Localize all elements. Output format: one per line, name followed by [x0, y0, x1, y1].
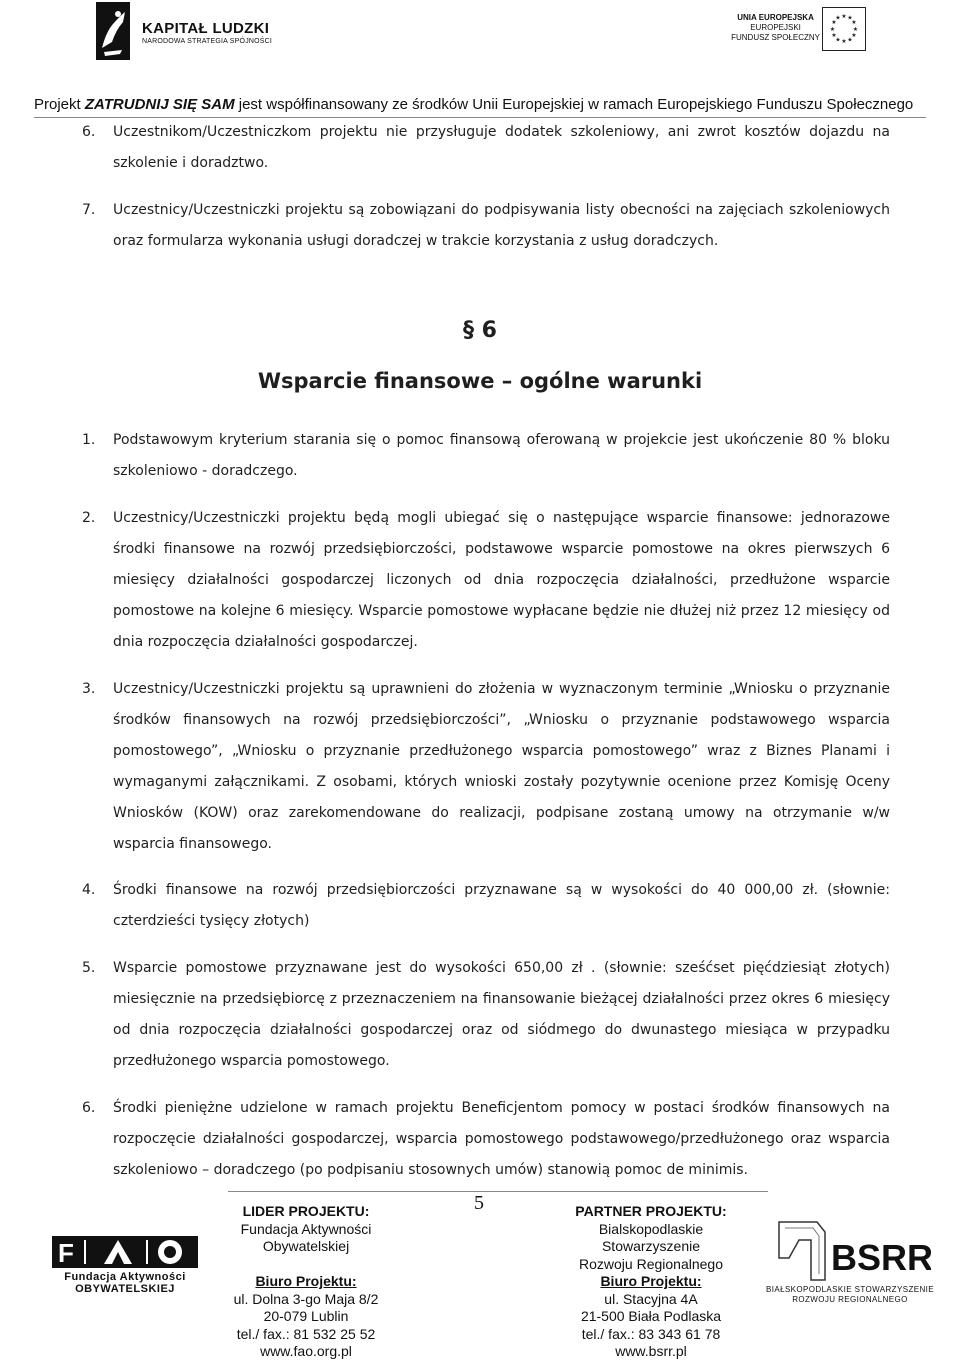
eu-flag-icon	[822, 7, 866, 51]
bsrr-logo-text	[765, 1285, 935, 1305]
list-number: 4.	[82, 882, 96, 898]
list-number: 3.	[82, 681, 96, 697]
bsrr-name-1: BIAŁSKOPODLASKIE STOWARZYSZENIE	[766, 1285, 934, 1294]
svg-text:★: ★	[847, 14, 853, 22]
kapital-ludzki-subtitle: NARODOWA STRATEGIA SPÓJNOŚCI	[142, 38, 273, 45]
list-number: 5.	[82, 960, 96, 976]
svg-text:★: ★	[841, 38, 847, 45]
list-item: Uczestnicy/Uczestniczki projektu będą mogli ubiegać się o następujące wsparcie finansowe: jednorazowe środki finansowe na rozwój przedsiębiorczości, podstawowe wsparcie pomostowe na okres pierwszych 6 miesięcy działalności gospodarczej liczonych od dnia rozpoczęcia działalności, przedłużone wsparcie pomostowe na kolejne 6 miesięcy. Wsparcie pomostowe wypłacane będzie nie dłużej niż przez 12 miesięcy od dnia rozpoczęcia działalności gospodarczej.	[113, 510, 890, 650]
partner-web: www.bsrr.pl	[615, 1343, 687, 1359]
eu-text	[731, 13, 820, 43]
svg-text:★: ★	[841, 13, 847, 20]
list-number: 7.	[82, 202, 96, 218]
svg-text:★: ★	[831, 19, 837, 26]
list-item: Środki pieniężne udzielone w ramach projektu Beneficjentom pomocy w postaci środków finansowych na rozpoczęcie działalności gospodarczej, wsparcia pomostowego podstawowego/przedłużonego oraz wsparcia szkoleniowo – doradczego (po podpisaniu stosownych umów) stanowią pomoc de minimis.	[113, 1100, 890, 1178]
svg-text:★: ★	[852, 26, 859, 33]
eu-line-1: UNIA EUROPEJSKA	[737, 13, 814, 22]
leader-street: ul. Dolna 3-go Maja 8/2	[233, 1290, 379, 1307]
banner-suffix: jest współfinansowany ze środków Unii Europejskiej w ramach Europejskiego Funduszu Społecznego	[234, 96, 914, 113]
svg-text:★: ★	[831, 32, 837, 39]
fao-logo-icon	[52, 1236, 198, 1268]
leader-info	[206, 1203, 406, 1361]
partner-name-1: Bialskopodlaskie	[598, 1220, 704, 1237]
leader-name-2: Obywatelskiej	[262, 1238, 350, 1254]
fao-logo-name-1: Fundacja Aktywności	[64, 1271, 186, 1283]
kapital-ludzki-text	[142, 20, 272, 45]
svg-text:★: ★	[835, 14, 841, 22]
eu-line-3: FUNDUSZ SPOŁECZNY	[731, 33, 820, 42]
section-title: Wsparcie finansowe – ogólne warunki	[257, 369, 703, 393]
list-item: Uczestnicy/Uczestniczki projektu są uprawnieni do złożenia w wyznaczonym terminie „Wniosku o przyznanie środków finansowych na rozwój przedsiębiorczości”, „Wniosku o przyznanie podstawowego wsparcia pomostowego”, „Wniosku o przyznanie przedłużonego wsparcia pomostowego” wraz z Biznes Planami i wymaganymi załącznikami. Z osobami, których wnioski zostały pozytywnie ocenione przez Komisję Oceny Wniosków (KOW) oraz zarekomendowane do realizacji, podpisane zostaną umowy na otrzymanie w/w wsparcia finansowego.	[113, 681, 890, 852]
bsrr-logo-letters: BSRR	[831, 1237, 931, 1278]
leader-phone: tel./ fax.: 81 532 25 52	[236, 1325, 376, 1342]
project-banner	[34, 96, 913, 113]
leader-web: www.fao.org.pl	[260, 1343, 352, 1359]
list-item: Środki finansowe na rozwój przedsiębiorczości przyznawane są w wysokości do 40 000,00 zł. (słownie: czterdzieści tysięcy złotych)	[113, 882, 890, 929]
list-item: Uczestnicy/Uczestniczki projektu są zobowiązani do podpisywania listy obecności na zajęciach szkoleniowych oraz formularza wykonania usługi doradczej w trakcie korzystania z usług doradczych.	[113, 202, 890, 249]
list-item: Wsparcie pomostowe przyznawane jest do wysokości 650,00 zł . (słownie: sześćset pięćdziesiąt złotych) miesięcznie na przedsiębiorcę z przeznaczeniem na finansowanie bieżącej działalności przez okres 6 miesięcy od dnia rozpoczęcia działalności gospodarczej oraz od siódmego do dwunastego miesiąca w przypadku przedłużonego wsparcia pomostowego.	[113, 960, 890, 1069]
list-number: 6.	[82, 124, 96, 140]
page-number: 5	[474, 1192, 484, 1214]
bsrr-logo-icon	[771, 1218, 931, 1289]
kapital-ludzki-title: KAPITAŁ LUDZKI	[142, 20, 270, 37]
leader-office-label: Biuro Projektu:	[255, 1273, 357, 1289]
leader-spacer	[206, 1256, 406, 1274]
svg-text:★: ★	[835, 36, 841, 44]
footer-divider	[228, 1191, 768, 1192]
bsrr-name-2: ROZWOJU REGIONALNEGO	[792, 1295, 908, 1304]
list-number: 1.	[82, 432, 96, 448]
leader-city: 20-079 Lublin	[263, 1308, 349, 1324]
svg-text:F: F	[58, 1238, 74, 1268]
banner-prefix: Projekt	[34, 96, 85, 113]
partner-label: PARTNER PROJEKTU:	[575, 1203, 727, 1219]
list-number: 2.	[82, 510, 96, 526]
svg-text:★: ★	[847, 36, 853, 44]
list-number: 6.	[82, 1100, 96, 1116]
fao-logo-text	[52, 1271, 198, 1295]
partner-street: ul. Stacyjna 4A	[604, 1290, 698, 1307]
svg-text:★: ★	[851, 32, 857, 39]
svg-text:★: ★	[829, 26, 836, 33]
fao-logo-name-2: OBYWATELSKIEJ	[75, 1283, 175, 1295]
list-item: Uczestnikom/Uczestniczkom projektu nie przysługuje dodatek szkoleniowy, ani zwrot kosztów dojazdu na szkolenie i doradztwo.	[113, 124, 890, 171]
list-item: Podstawowym kryterium starania się o pomoc finansową oferowaną w projekcie jest ukończenie 80 % bloku szkoleniowo - doradczego.	[113, 432, 890, 479]
partner-name-3: Rozwoju Regionalnego	[579, 1255, 723, 1272]
partner-city: 21-500 Biała Podlaska	[580, 1308, 722, 1324]
partner-name-2: Stowarzyszenie	[601, 1238, 701, 1254]
leader-label: LIDER PROJEKTU:	[242, 1203, 370, 1219]
partner-info	[548, 1203, 754, 1361]
eu-line-2: EUROPEJSKI	[750, 23, 801, 32]
banner-project-name: ZATRUDNIJ SIĘ SAM	[84, 96, 235, 113]
partner-phone: tel./ fax.: 83 343 61 78	[581, 1325, 721, 1342]
partner-office-label: Biuro Projektu:	[600, 1273, 702, 1289]
svg-text:★: ★	[851, 19, 857, 26]
kapital-ludzki-logo-icon	[96, 2, 130, 60]
leader-name-1: Fundacja Aktywności	[240, 1220, 372, 1237]
section-number: § 6	[463, 318, 497, 343]
